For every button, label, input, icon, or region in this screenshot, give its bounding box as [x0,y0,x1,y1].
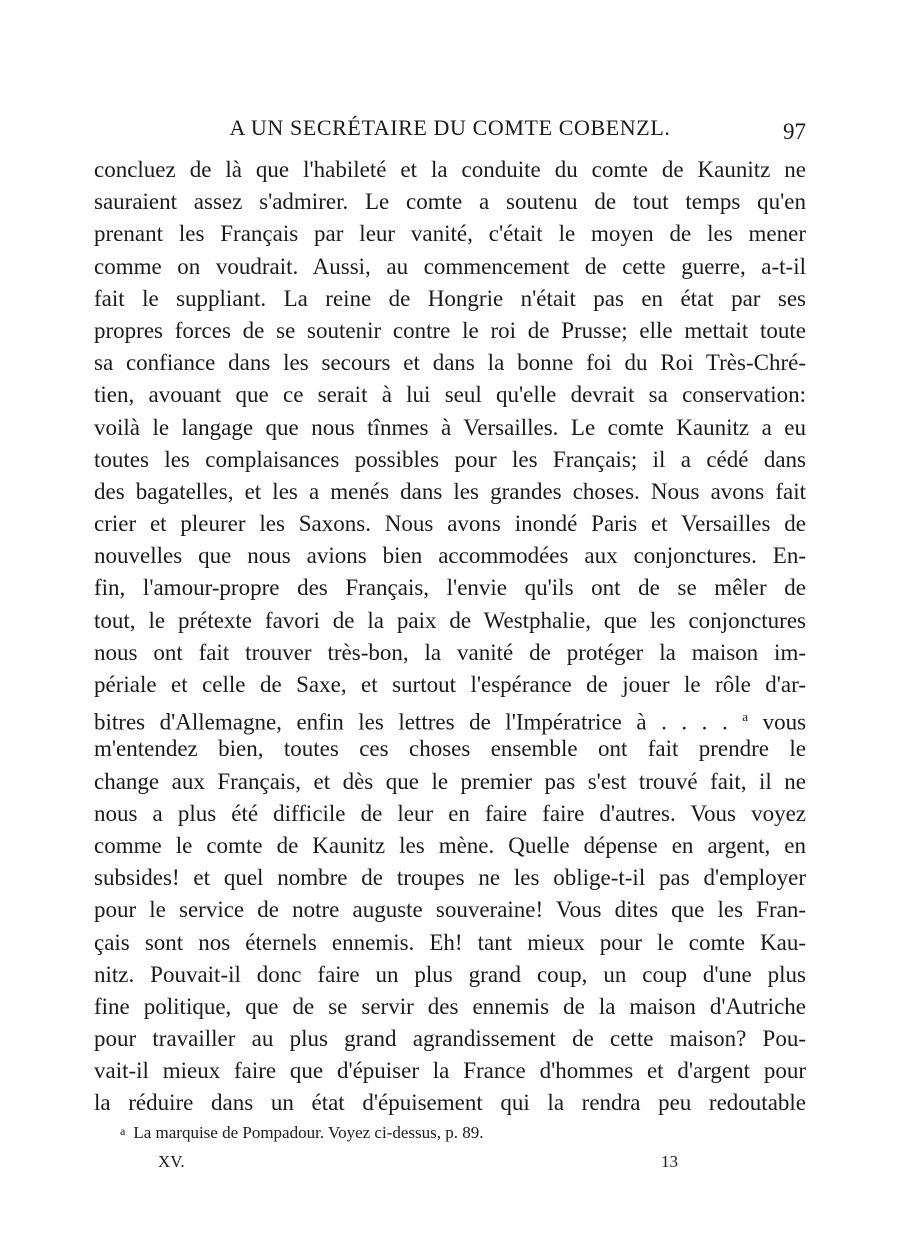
text-line: çais sont nos éternels ennemis. Eh! tant mieux pour le comte Kau- [94,929,806,955]
text-line: change aux Français, et dès que le premier pas s'est trouvé fait, il ne [94,768,806,794]
footnote-text: La marquise de Pompadour. Voyez ci-dessus, p. 89. [133,1123,484,1142]
text-line: concluez de là que l'habileté et la conduite du comte de Kaunitz ne [94,157,806,182]
text-line: périale et celle de Saxe, et surtout l'espérance de jouer le rôle d'ar- [94,672,806,697]
text-line: pour travailler au plus grand agrandissement de cette maison? Pou- [94,1026,806,1052]
text-line: nitz. Pouvait-il donc faire un plus grand coup, un coup d'une plus [94,961,806,987]
text-line: toutes les complaisances possibles pour les Français; il a cédé dans [94,446,806,472]
text-line-segment: bitres d'Allemagne, enfin les lettres de l'Impératrice à . . . . [94,709,728,735]
running-title: A UN SECRÉTAIRE DU COMTE COBENZL. [229,115,671,140]
volume-signature: XV. [158,1152,185,1171]
page-number: 97 [783,119,806,144]
sheet-signature: 13 [661,1152,678,1171]
text-line: crier et pleurer les Saxons. Nous avons inondé Paris et Versailles de [94,511,806,537]
footnote [120,1119,806,1145]
running-head [94,112,806,144]
text-line: comme on voudrait. Aussi, au commencement de cette guerre, a-t-il [94,253,806,279]
text-line: fine politique, que de se servir des ennemis de la maison d'Autriche [94,993,806,1019]
text-line: nous ont fait trouver très-bon, la vanité de protéger la maison im- [94,639,806,665]
text-line-with-footnote-ref [94,701,806,733]
text-line: voilà le langage que nous tînmes à Versailles. Le comte Kaunitz a eu [94,414,806,440]
text-line: comme le comte de Kaunitz les mène. Quelle dépense en argent, en [94,832,806,858]
text-line: sauraient assez s'admirer. Le comte a soutenu de tout temps qu'en [94,189,806,215]
text-line: nous a plus été difficile de leur en faire faire d'autres. Vous voyez [94,800,806,826]
text-line: des bagatelles, et les a menés dans les grandes choses. Nous avons fait [94,478,806,504]
text-line: tien, avouant que ce serait à lui seul qu'elle devrait sa conservation: [94,382,806,408]
footnote-ref-mark: a [742,709,749,725]
body-text [94,154,806,1120]
text-line: m'entendez bien, toutes ces choses ensemble ont fait prendre le [94,736,806,762]
text-line: vait-il mieux faire que d'épuiser la France d'hommes et d'argent pour [94,1058,806,1084]
text-line: fait le suppliant. La reine de Hongrie n'était pas en état par ses [94,285,806,311]
text-line: fin, l'amour-propre des Français, l'envie qu'ils ont de se mêler de [94,575,806,601]
footnote-mark: a [120,1124,126,1138]
text-line: subsides! et quel nombre de troupes ne les oblige-t-il pas d'employer [94,865,806,891]
text-line-segment-tail: vous [762,709,807,735]
text-line: pour le service de notre auguste souveraine! Vous dites que les Fran- [94,897,806,923]
text-line: tout, le prétexte favori de la paix de Westphalie, que les conjonctures [94,607,806,633]
printer-signature [158,1149,678,1175]
text-line: nouvelles que nous avions bien accommodées aux conjonctures. En- [94,543,806,569]
text-line: sa confiance dans les secours et dans la bonne foi du Roi Très-Chré- [94,350,806,376]
text-line: la réduire dans un état d'épuisement qui la rendra peu redoutable [94,1090,806,1116]
text-line: propres forces de se soutenir contre le roi de Prusse; elle mettait toute [94,317,806,343]
text-line: prenant les Français par leur vanité, c'était le moyen de les mener [94,221,806,247]
